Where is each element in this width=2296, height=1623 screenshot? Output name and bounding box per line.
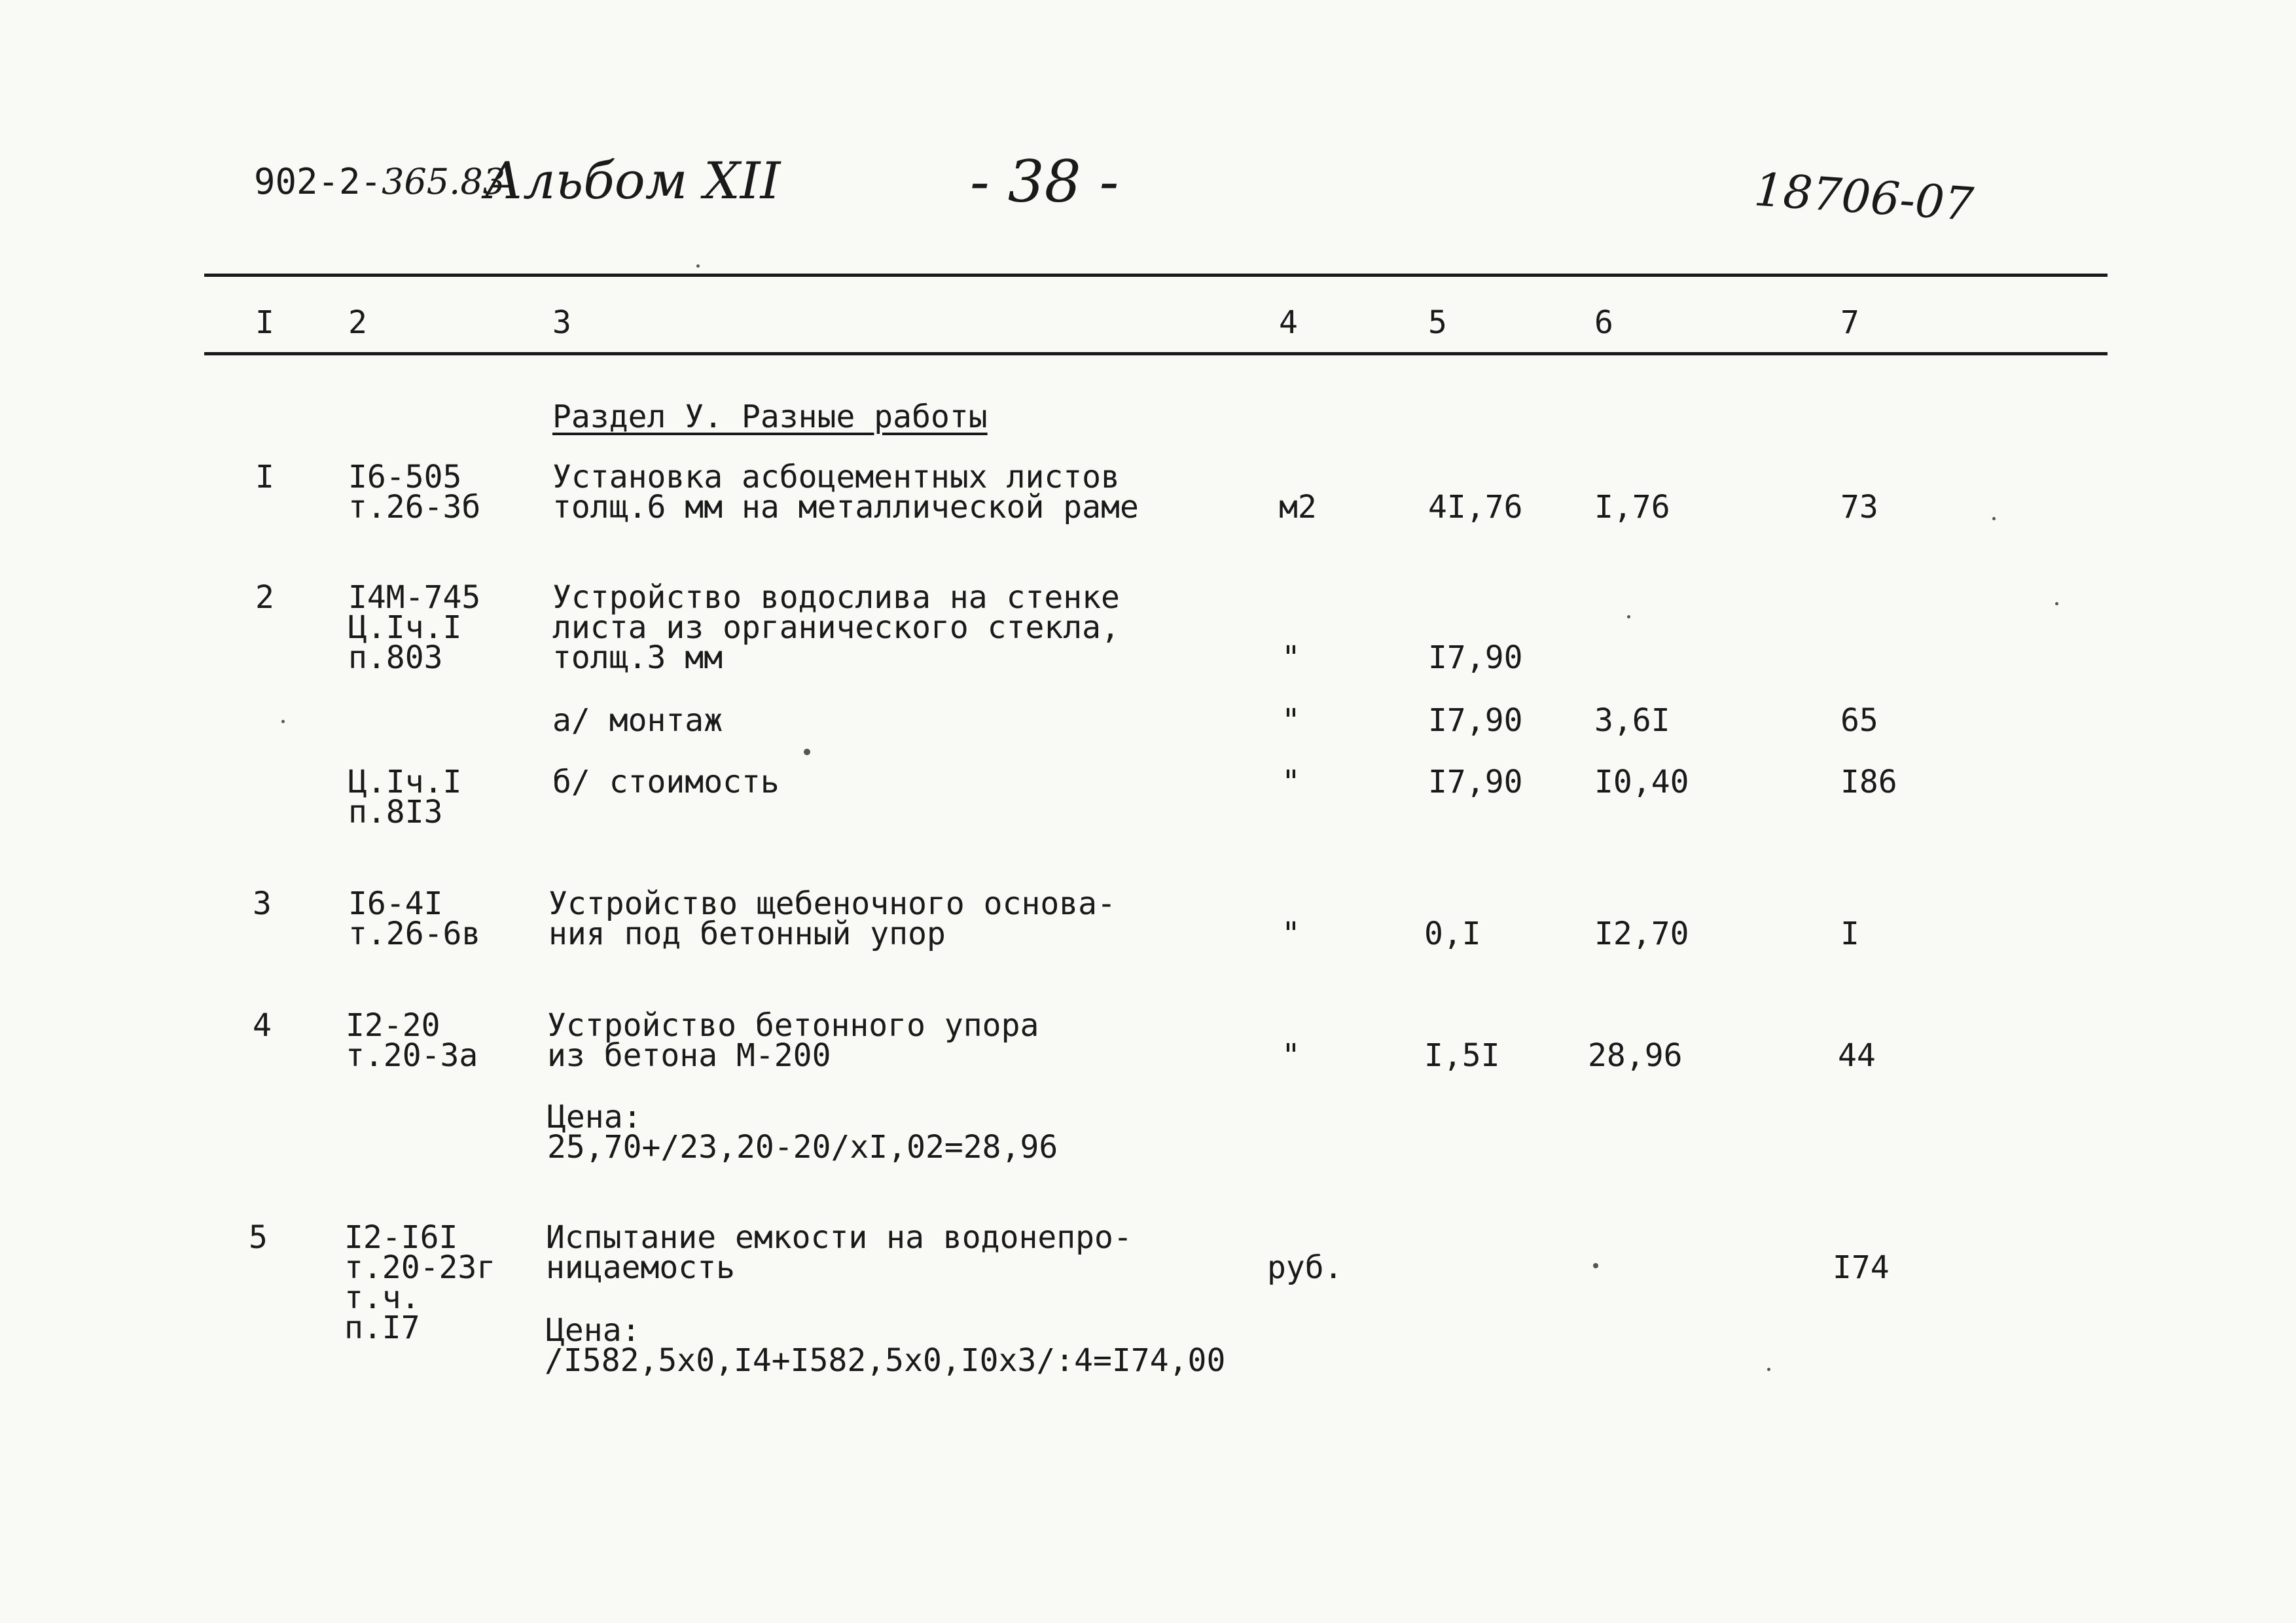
row-unit: ": [1282, 639, 1300, 676]
scan-speck: [2055, 602, 2058, 605]
row-unit: руб.: [1267, 1249, 1343, 1286]
scan-speck: [1593, 1263, 1598, 1268]
row-total: I86: [1840, 764, 1897, 800]
row-qty: I7,90: [1428, 702, 1523, 739]
row-number: I: [255, 459, 274, 495]
document-code-handwritten: 365.83: [382, 161, 506, 202]
column-header-3: 3: [552, 304, 571, 341]
row-desc-line: б/ стоимость: [552, 764, 780, 800]
row-ref-line: Ц.Iч.I: [348, 609, 462, 646]
row-desc-line: из бетона М-200: [547, 1037, 831, 1074]
scan-speck: [1627, 615, 1630, 618]
row-unit: ": [1282, 702, 1300, 739]
row-desc-line: ницаемость: [546, 1249, 735, 1286]
row-price: 28,96: [1588, 1037, 1683, 1074]
row-price: I2,70: [1594, 916, 1689, 952]
row-desc-line: Установка асбоцементных листов: [552, 459, 1120, 495]
row-desc-line: листа из органического стекла,: [552, 609, 1120, 646]
row-total: I74: [1833, 1249, 1890, 1286]
table-header-rule: [204, 352, 2108, 355]
row-ref-line: I2-20: [346, 1007, 440, 1044]
row-unit: ": [1282, 764, 1300, 800]
row-total: 44: [1838, 1037, 1876, 1074]
table-top-rule: [204, 274, 2108, 277]
document-code-typed: 902-2-: [254, 161, 382, 202]
scan-speck: [804, 749, 810, 755]
section-title: Раздел У. Разные работы: [552, 399, 988, 435]
row-ref-line: т.ч.: [344, 1279, 420, 1316]
row-unit: ": [1282, 1037, 1300, 1074]
row-number: 4: [253, 1007, 272, 1044]
row-qty: I7,90: [1428, 639, 1523, 676]
row-ref-line: п.8I3: [348, 794, 443, 830]
price-note-label: Цена:: [546, 1312, 641, 1349]
column-header-1: I: [255, 304, 274, 341]
row-ref-line: т.20-23г: [344, 1249, 496, 1286]
row-price: I0,40: [1594, 764, 1689, 800]
row-ref-line: Ц.Iч.I: [348, 764, 462, 800]
row-qty: 4I,76: [1428, 489, 1523, 526]
row-qty: I7,90: [1428, 764, 1523, 800]
price-note-formula: /I582,5х0,I4+I582,5х0,I0х3/:4=I74,00: [545, 1342, 1226, 1379]
row-ref-line: I4М-745: [348, 579, 481, 616]
row-ref-line: п.I7: [344, 1310, 420, 1346]
row-qty: I,5I: [1424, 1037, 1500, 1074]
row-qty: 0,I: [1424, 916, 1481, 952]
row-desc-line: Устройство бетонного упора: [547, 1007, 1039, 1044]
row-total: 73: [1840, 489, 1878, 526]
row-desc-line: толщ.3 мм: [552, 639, 723, 676]
row-number: 2: [255, 579, 274, 616]
row-desc-line: Устройство водослива на стенке: [552, 579, 1120, 616]
price-note-formula: 25,70+/23,20-20/хI,02=28,96: [547, 1129, 1058, 1166]
row-price: I,76: [1594, 489, 1670, 526]
row-desc-line: ния под бетонный упор: [548, 916, 946, 952]
row-ref-line: т.20-3а: [346, 1037, 478, 1074]
scan-speck: [1767, 1368, 1770, 1371]
row-desc-line: Испытание емкости на водонепро-: [546, 1219, 1132, 1256]
row-desc-line: а/ монтаж: [552, 702, 723, 739]
page-number: - 38 -: [970, 148, 1119, 215]
document-code: [254, 161, 505, 202]
row-total: 65: [1840, 702, 1878, 739]
column-header-2: 2: [348, 304, 367, 341]
row-ref-line: I6-4I: [348, 885, 443, 922]
row-number: 5: [249, 1219, 268, 1256]
column-header-7: 7: [1840, 304, 1859, 341]
inventory-number: 18706-07: [1752, 162, 1975, 232]
album-label: Альбом XII: [484, 152, 781, 211]
row-number: 3: [253, 885, 272, 922]
row-ref-line: I6-505: [348, 459, 462, 495]
row-total: I: [1840, 916, 1859, 952]
row-ref-line: т.26-6в: [348, 916, 481, 952]
row-ref-line: I2-I6I: [344, 1219, 458, 1256]
scan-speck: [696, 264, 700, 268]
row-price: 3,6I: [1594, 702, 1670, 739]
scan-speck: [281, 720, 285, 723]
row-desc-line: Устройство щебеночного основа-: [548, 885, 1116, 922]
row-ref-line: п.803: [348, 639, 443, 676]
row-unit: м2: [1279, 489, 1317, 526]
column-header-5: 5: [1428, 304, 1447, 341]
column-header-4: 4: [1279, 304, 1298, 341]
column-header-6: 6: [1594, 304, 1613, 341]
price-note-label: Цена:: [547, 1099, 642, 1135]
row-ref-line: т.26-3б: [348, 489, 481, 526]
row-unit: ": [1282, 916, 1300, 952]
scan-speck: [1992, 517, 1996, 520]
row-desc-line: толщ.6 мм на металлической раме: [552, 489, 1139, 526]
